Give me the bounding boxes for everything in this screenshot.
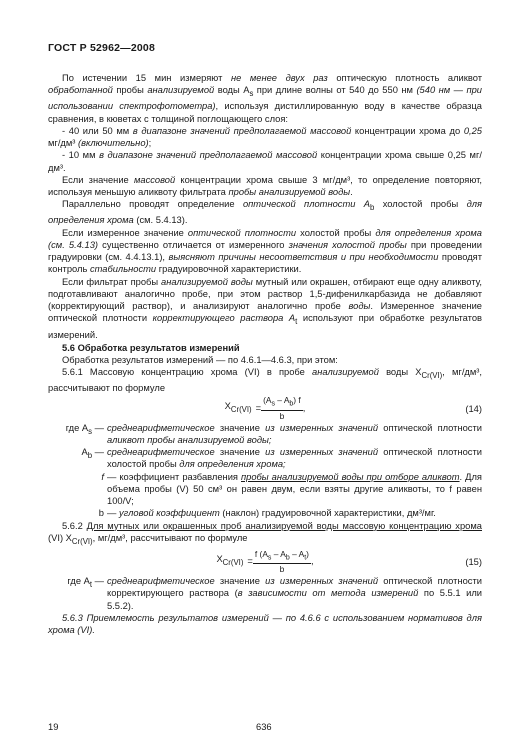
numerator (261, 395, 303, 411)
section-heading-5-6: 5.6 Обработка результатов измерений (62, 342, 240, 353)
text: Параллельно проводят определение (62, 199, 243, 210)
subscript: t (295, 317, 298, 327)
text: оптической плотности (378, 422, 482, 433)
text: анализируемой (147, 85, 215, 96)
text: — (92, 447, 104, 458)
text: для определения хрома (48, 199, 482, 226)
text: анализируемой воды (161, 276, 253, 287)
subscript: Cr(VI) (222, 558, 244, 568)
denominator: b (279, 411, 285, 422)
definition-desc (104, 446, 482, 471)
text: оптической плотности (187, 227, 297, 238)
text: Если значение (62, 174, 134, 185)
text: массовой (133, 174, 176, 185)
text: (540 нм — при использовании спектрофотометра) (48, 85, 482, 112)
definition-desc (104, 471, 482, 508)
text: пробы анализируемой воды (228, 187, 351, 198)
text: холостой пробы (296, 227, 376, 238)
text: из измеренных значений (265, 447, 379, 458)
text: По истечении 15 мин измеряют (62, 73, 231, 83)
text: , (302, 403, 306, 414)
definition-term (48, 575, 104, 612)
definition-as (48, 422, 482, 447)
paragraph-blank-deviation (48, 227, 482, 276)
paragraph-5-6-2 (48, 520, 482, 548)
subscript: s (88, 426, 93, 436)
subscript: b (370, 203, 375, 213)
text: в диапазоне значений предполагаемой массовой (99, 150, 318, 161)
equation-number: (14) (465, 403, 482, 414)
text: используют при обработке результатов измерений. (48, 313, 482, 340)
text: — (107, 508, 119, 519)
text: . (350, 187, 353, 198)
text: f (101, 471, 104, 482)
text: оптической плотности холостой пробы (107, 447, 482, 470)
text: среднеарифметическое (107, 576, 215, 587)
text: — коэффициент разбавления (107, 471, 241, 482)
formula-15 (48, 548, 482, 575)
definition-b (48, 507, 482, 519)
text: (A (263, 395, 272, 406)
text: A (81, 447, 88, 458)
text: (включительно) (78, 138, 149, 149)
text: . Для объема пробы (V) 50 см³ он равен двум, если взяты другие аликвоты, то f равен 100/V; (107, 471, 482, 507)
text: (см. 5.4.13). (133, 215, 188, 226)
list-item-40-50mm (48, 125, 482, 150)
text: для определения хрома; (179, 459, 286, 470)
text: при длине волны от 540 до 550 нм (253, 85, 417, 96)
text: X (216, 554, 223, 565)
text: ) f (293, 395, 301, 406)
paragraph-blank (48, 198, 482, 226)
text: Если фильтрат пробы (62, 276, 162, 287)
formula-14 (48, 395, 482, 422)
subscript: s (249, 89, 254, 99)
text: анализируемой (312, 367, 379, 378)
page-number-center: 636 (256, 722, 272, 732)
text: градуировочной характеристики. (156, 264, 302, 275)
numerator (253, 549, 311, 565)
text: ) (306, 548, 309, 559)
text: – A (289, 548, 305, 559)
definition-term (48, 422, 104, 447)
subscript: b (289, 401, 294, 409)
equation-number: (15) (465, 557, 482, 568)
text: аликвот пробы анализируемой воды; (107, 434, 272, 445)
text: — (92, 422, 104, 433)
text: значение (214, 422, 266, 433)
definition-desc (104, 422, 482, 447)
text: оптической плотности A (242, 199, 371, 210)
text: мутный или окрашен, отбирают еще одну аликвоту, подготавливают аналогично пробе, при этом раствор 1,5-дифенилкарбазида не добавляют (корректирующий раствор), и анализируют аналогично пробе (48, 276, 483, 312)
text: где A (67, 576, 90, 587)
text: в зависимости от метода измерений (237, 588, 419, 599)
text: пробы (112, 85, 148, 96)
definition-term (48, 471, 104, 508)
text: , используя дистиллированную воду в качестве образца сравнения, в кюветах с толщиной поглощающего слоя: (48, 101, 482, 124)
definition-desc (104, 507, 482, 519)
subscript: s (267, 554, 272, 562)
text: , мг/дм³, рассчитывают по формуле (92, 532, 248, 543)
text: при проведении градуировки (см. 4.4.13.1), (48, 239, 482, 263)
text: - 40 или 50 мм (62, 125, 133, 136)
text: в диапазоне значений предполагаемой массовой (132, 125, 352, 136)
text: ; (148, 138, 152, 149)
definition-f (48, 471, 482, 508)
paragraph-measurement (48, 72, 482, 125)
text: (VI) X (48, 532, 72, 543)
text: Для мутных или окрашенных проб анализируемой воды массовую концентрацию хрома (86, 520, 482, 531)
text: оптическую плотность аликвот (327, 73, 482, 83)
definitions-14 (48, 422, 482, 520)
text: 5.6.2 (62, 520, 87, 531)
text: (наклон) градуировочной характеристики, дм³/мг. (219, 508, 436, 519)
paragraph-processing: Обработка результатов измерений — по 4.6.1—4.6.3, при этом: (62, 355, 338, 366)
paragraph-repeat (48, 174, 482, 199)
text: среднеарифметическое (107, 447, 215, 458)
text: значения холостой пробы (288, 239, 407, 250)
definition-desc (104, 575, 482, 612)
formula-fraction (261, 395, 303, 421)
text: . Измеренное значение оптической плотности (48, 301, 482, 324)
subscript: Cr(VI) (71, 536, 93, 546)
text: из измеренных значений (265, 422, 379, 433)
page-number-left: 19 (48, 722, 59, 732)
formula-fraction (253, 549, 311, 575)
subscript: b (87, 451, 93, 461)
text: – A (274, 395, 290, 406)
text: , (310, 556, 314, 567)
formula-lhs (216, 553, 243, 569)
text: значение (214, 447, 266, 458)
text: из измеренных значений (265, 576, 379, 587)
text: стабильности (89, 264, 157, 275)
text: f (A (254, 548, 268, 559)
text: выясняют причины несоответствия и при необходимости (168, 252, 439, 263)
text: воды A (214, 85, 250, 96)
subscript: t (304, 554, 307, 562)
text: 5.6.3 (62, 612, 87, 623)
text: b (98, 508, 104, 519)
paragraph-5-6-1 (48, 366, 482, 394)
text: не менее двух раз (230, 73, 328, 83)
definitions-15 (48, 575, 482, 612)
text: концентрации хрома свыше 3 мг/дм³, то определение повторяют, используя меньшую аликвоту фильтрата (48, 174, 482, 198)
text: для определения хрома (см. 5.4.13) (48, 227, 482, 250)
text: проводят контроль (48, 252, 482, 275)
text: концентрации хрома до (351, 125, 464, 136)
text: – A (271, 548, 286, 559)
definition-term (48, 507, 104, 519)
text: значение (214, 576, 266, 587)
text: холостой пробы (374, 199, 467, 210)
definition-at (48, 575, 482, 612)
definition-ab (48, 446, 482, 471)
text: 0,25 (463, 125, 482, 136)
text: пробы анализируемой воды при отборе аликвот (241, 471, 460, 482)
text: мг/дм³ (48, 138, 79, 149)
text: по 5.5.1 или 5.5.2). (107, 588, 483, 611)
text: воды X (378, 367, 422, 378)
equals-sign: = (255, 403, 262, 414)
text: Приемлемость результатов измерений — по 4.6.6 с использованием нормативов для хрома (VI). (48, 612, 482, 636)
subscript: Cr(VI) (230, 404, 252, 414)
subscript: s (271, 401, 275, 409)
document-header: ГОСТ Р 52962—2008 (48, 42, 156, 54)
text: существенно отличается от измеренного (98, 239, 289, 250)
text: оптической плотности корректирующего раствора ( (107, 576, 482, 599)
definition-term (48, 446, 104, 471)
text: Если измеренное значение (62, 227, 188, 238)
equals-sign: = (247, 556, 253, 567)
text: X (224, 401, 231, 412)
list-item-10mm (48, 149, 482, 174)
subscript: b (285, 554, 290, 562)
subscript: Cr(VI) (421, 371, 443, 381)
text: среднеарифметическое (107, 422, 215, 433)
text: - 10 мм (62, 150, 100, 161)
text: — (92, 576, 104, 587)
text: корректирующего раствора A (152, 313, 296, 324)
paragraph-5-6-3 (48, 612, 482, 637)
text: концентрации хрома свыше 0,25 мг/дм³. (48, 150, 482, 173)
text: обработанной (48, 85, 113, 96)
text: 5.6.1 Массовую концентрацию хрома (VI) в пробе (62, 367, 313, 378)
text: угловой коэффициент (118, 508, 220, 519)
denominator: b (279, 564, 285, 575)
paragraph-turbid (48, 276, 482, 341)
formula-lhs (225, 400, 252, 416)
subscript: t (89, 579, 93, 589)
text: воды (348, 301, 371, 312)
document-body (48, 72, 482, 636)
text: , мг/дм³, рассчитывают по формуле (48, 367, 482, 394)
text: где A (65, 422, 89, 433)
